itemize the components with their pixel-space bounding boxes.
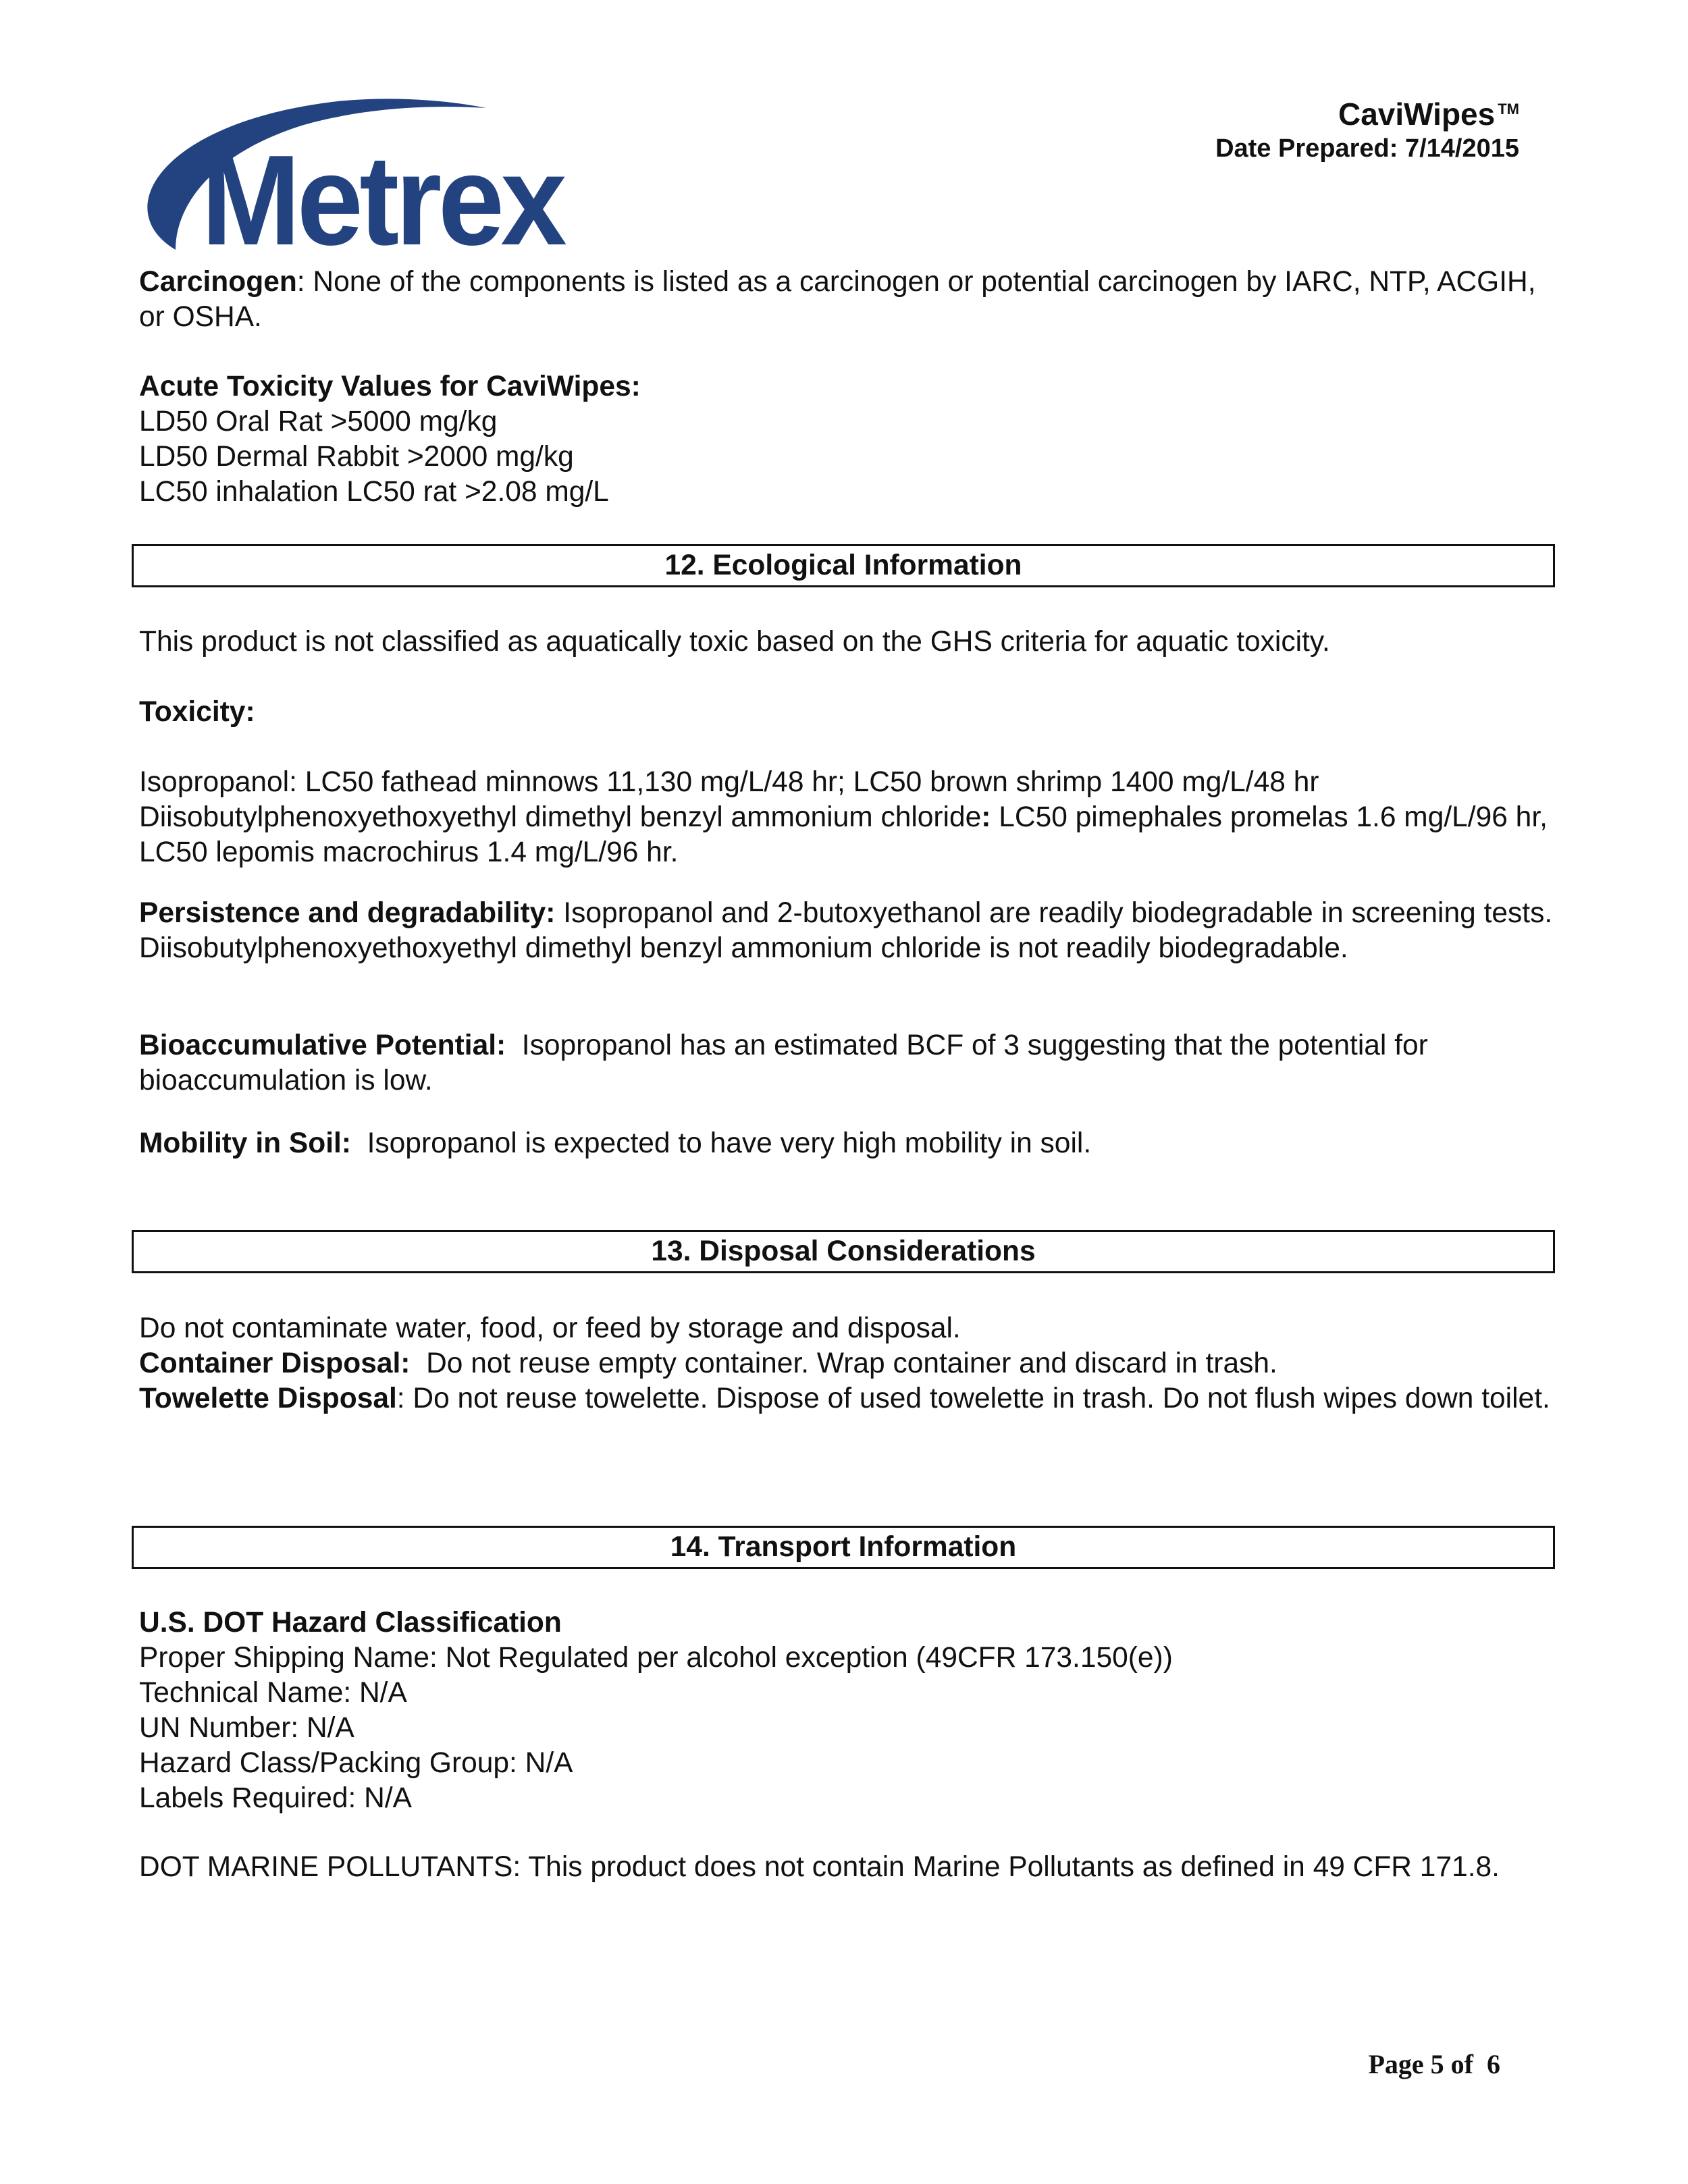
container-disposal-label: Container Disposal: bbox=[139, 1348, 411, 1379]
toxicity-values bbox=[139, 765, 1564, 870]
ecological-intro-text: This product is not classified as aquatically toxic based on the GHS criteria for aquatic toxicity. bbox=[139, 626, 1330, 658]
disposal-block bbox=[139, 1311, 1564, 1416]
acute-toxicity-title: Acute Toxicity Values for CaviWipes: bbox=[139, 371, 641, 402]
toxicity-label: Toxicity: bbox=[139, 696, 255, 728]
bioaccumulative-text: Isopropanol has an estimated BCF of 3 suggesting that the potential for bioaccumulation is low. bbox=[139, 1030, 1436, 1096]
towelette-disposal-text: : Do not reuse towelette. Dispose of used towelette in trash. Do not flush wipes down toilet. bbox=[396, 1383, 1550, 1414]
toxicity-line-ammonium bbox=[139, 800, 1564, 870]
toxicity-line-isopropanol: Isopropanol: LC50 fathead minnows 11,130 mg/L/48 hr; LC50 brown shrimp 1400 mg/L/48 hr bbox=[139, 766, 1319, 798]
towelette-disposal-label: Towelette Disposal bbox=[139, 1383, 397, 1414]
carcinogen-label: Carcinogen bbox=[139, 266, 297, 298]
ecological-intro bbox=[139, 624, 1564, 660]
persistence-text: Isopropanol and 2-butoxyethanol are readily biodegradable in screening tests. Diisobutylphenoxyethoxyethyl dimethyl benzyl ammonium chloride is not readily biodegradable. bbox=[139, 897, 1553, 964]
section-12-heading: 12. Ecological Information bbox=[132, 544, 1555, 587]
acute-toxicity-line: LD50 Oral Rat >5000 mg/kg bbox=[139, 406, 498, 437]
mobility-label: Mobility in Soil: bbox=[139, 1127, 351, 1159]
carcinogen-text: : None of the components is listed as a carcinogen or potential carcinogen by IARC, NTP, ACGIH, or OSHA. bbox=[139, 266, 1536, 333]
persistence-paragraph bbox=[139, 896, 1564, 966]
transport-line: Labels Required: N/A bbox=[139, 1782, 412, 1814]
product-name bbox=[1215, 96, 1519, 133]
product-name-text: CaviWipes bbox=[1338, 97, 1496, 132]
page-number: Page 5 of 6 bbox=[1368, 2049, 1500, 2079]
section-13-heading: 13. Disposal Considerations bbox=[132, 1230, 1555, 1273]
mobility-text: Isopropanol is expected to have very high mobility in soil. bbox=[351, 1127, 1092, 1159]
carcinogen-paragraph bbox=[139, 265, 1564, 335]
document-header bbox=[1215, 96, 1519, 165]
dot-classification-title: U.S. DOT Hazard Classification bbox=[139, 1607, 562, 1639]
disposal-line: Do not contaminate water, food, or feed by storage and disposal. bbox=[139, 1312, 961, 1344]
toxicity-compound-values: LC50 pimephales promelas 1.6 mg/L/96 hr, LC50 lepomis macrochirus 1.4 mg/L/96 hr. bbox=[139, 801, 1548, 868]
acute-toxicity-block bbox=[139, 369, 1564, 510]
persistence-label: Persistence and degradability: bbox=[139, 897, 556, 929]
transport-line: Proper Shipping Name: Not Regulated per alcohol exception (49CFR 173.150(e)) bbox=[139, 1642, 1173, 1674]
acute-toxicity-line: LD50 Dermal Rabbit >2000 mg/kg bbox=[139, 441, 574, 473]
section-14-heading: 14. Transport Information bbox=[132, 1526, 1555, 1569]
transport-line: Hazard Class/Packing Group: N/A bbox=[139, 1747, 573, 1779]
marine-pollutants-text: DOT MARINE POLLUTANTS: This product does not contain Marine Pollutants as defined in 49 CFR 171.8. bbox=[139, 1851, 1500, 1883]
toxicity-compound-name: Diisobutylphenoxyethoxyethyl dimethyl benzyl ammonium chloride bbox=[139, 801, 982, 833]
marine-pollutants-paragraph bbox=[139, 1850, 1564, 1885]
transport-line: Technical Name: N/A bbox=[139, 1677, 407, 1709]
toxicity-colon: : bbox=[981, 801, 991, 833]
transport-line: UN Number: N/A bbox=[139, 1712, 354, 1744]
trademark-mark: TM bbox=[1498, 100, 1519, 117]
date-prepared: Date Prepared: 7/14/2015 bbox=[1215, 134, 1519, 163]
bioaccumulative-label: Bioaccumulative Potential: bbox=[139, 1030, 506, 1061]
bioaccumulative-paragraph bbox=[139, 1028, 1564, 1098]
logo-wordmark: Metrex bbox=[201, 129, 564, 272]
metrex-logo bbox=[135, 95, 567, 272]
acute-toxicity-line: LC50 inhalation LC50 rat >2.08 mg/L bbox=[139, 476, 609, 508]
container-disposal-text: Do not reuse empty container. Wrap container and discard in trash. bbox=[410, 1348, 1277, 1379]
toxicity-label-block bbox=[139, 695, 1564, 730]
transport-block bbox=[139, 1605, 1564, 1816]
mobility-paragraph bbox=[139, 1126, 1564, 1161]
